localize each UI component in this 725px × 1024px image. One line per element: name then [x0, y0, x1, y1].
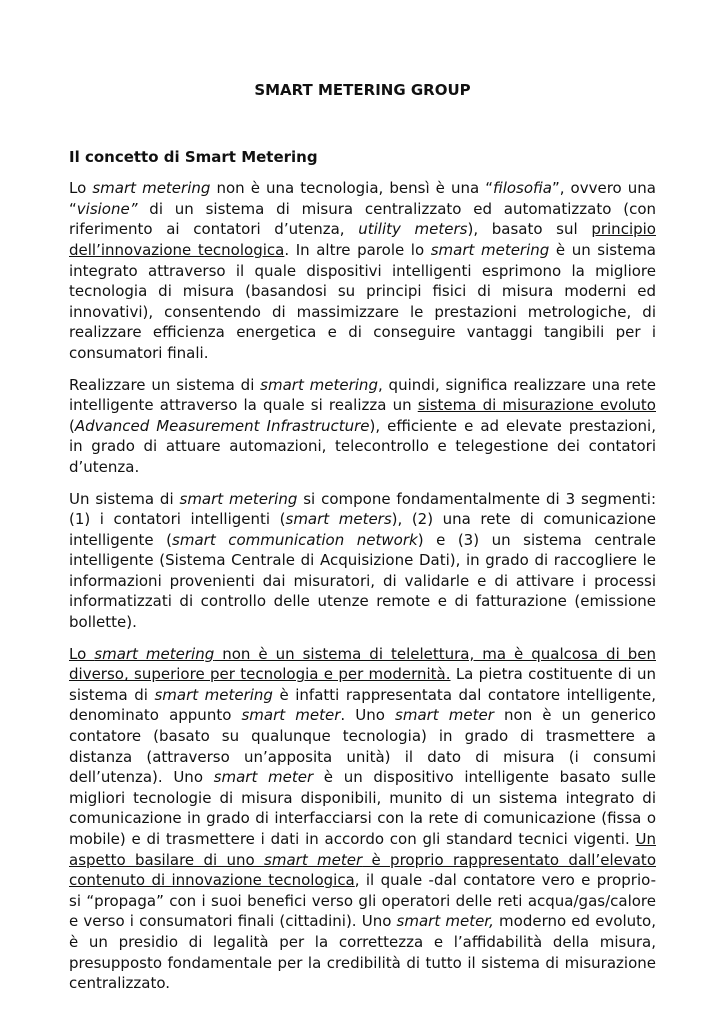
text-run: , quindi, significa realizzare una rete intelligente attraverso la quale si realizza un: [69, 375, 656, 415]
text-run: non è un sistema di telelettura, ma è qualcosa di ben diverso, superiore per tecnologia e per modernità.: [69, 644, 656, 684]
text-run: smart communication network: [172, 530, 418, 549]
text-run: utility meters: [358, 220, 468, 239]
text-run: . In altre parole lo: [284, 240, 431, 259]
paragraph-2: [69, 375, 656, 478]
text-run: smart metering: [430, 240, 550, 259]
text-run: smart meter: [264, 850, 363, 869]
text-run: smart meter: [213, 768, 314, 787]
text-run: ), (2) una rete di comunicazione intelligente (: [69, 510, 656, 549]
text-run: Realizzare un sistema di: [69, 375, 261, 394]
text-run: . Uno: [340, 706, 396, 725]
text-run: è un sistema integrato attraverso il quale dispositivi intelligenti esprimono la migliore tecnologia di misura (basandosi su principi fisici di misura moderni ed innovativi), consentendo di massimizzare le prestazioni metrologiche, di realizzare efficienza energetica e di conseguire vantaggi tangibili per i consumatori finali.: [69, 240, 656, 362]
text-run: smart meter,: [396, 912, 494, 931]
document-page: [69, 80, 656, 1005]
text-run: filosofia: [493, 179, 552, 198]
text-run: Un sistema di: [69, 489, 180, 508]
text-run: ”, ovvero una “: [69, 179, 656, 218]
text-run: è infatti rappresentata dal contatore intelligente, denominato appunto: [69, 685, 657, 725]
text-run: , il quale -dal contatore vero e proprio- si “propaga” con i suoi benefici verso gli operatori delle reti acqua/gas/calore e verso i consumatori finali (cittadini). Uno: [69, 871, 656, 931]
text-run: smart metering: [260, 375, 378, 394]
text-run: smart metering: [94, 644, 215, 663]
text-run: Un aspetto basilare di uno: [69, 830, 656, 869]
text-run: Lo: [69, 644, 95, 663]
section-heading: Il concetto di Smart Metering: [69, 147, 318, 166]
text-run: smart meter: [241, 706, 341, 725]
text-run: principio dell’innovazione tecnologica: [69, 220, 656, 259]
paragraph-3: [69, 489, 656, 633]
text-run: smart metering: [154, 685, 273, 704]
text-run: smart metering: [92, 179, 211, 198]
text-run: smart meter: [395, 706, 494, 725]
text-run: Lo: [69, 179, 93, 198]
text-run: non è una tecnologia, bensì è una “: [210, 179, 494, 198]
text-run: è un dispositivo intelligente basato sulle migliori tecnologie di misura disponibili, munito di un sistema integrato di comunicazione in grado di interfacciarsi con la rete di comunicazione (fissa o mobile) e di trasmettere i dati in accordo con gli standard tecnici vigenti.: [69, 768, 656, 848]
text-run: è proprio rappresentato dall’elevato contenuto di innovazione tecnologica: [69, 850, 656, 890]
text-run: visione”: [76, 199, 138, 218]
text-run: Advanced Measurement Infrastructure: [74, 416, 370, 435]
text-run: ), efficiente e ad elevate prestazioni, in grado di attuare automazioni, telecontrollo e telegestione dei contatori d’utenza.: [69, 416, 656, 476]
text-run: si compone fondamentalmente di 3 segmenti: (1) i contatori intelligenti (: [69, 489, 656, 529]
paragraph-4: [69, 644, 656, 994]
paragraph-1: [69, 178, 656, 363]
text-run: sistema di misurazione evoluto: [417, 396, 656, 415]
text-run: ), basato sul: [467, 220, 592, 239]
text-run: smart metering: [179, 489, 298, 508]
text-run: moderno ed evoluto, è un presidio di legalità per la correttezza e l’affidabilità della misura, presupposto fondamentale per la credibilità di tutto il sistema di misurazione centralizzato.: [69, 912, 656, 993]
document-title: SMART METERING GROUP: [254, 81, 471, 99]
text-run: smart meters: [285, 510, 392, 529]
text-run: non è un generico contatore (basato su qualunque tecnologia) in grado di trasmettere a distanza (attraverso un’apposita unità) il dato di misura (i consumi dell’utenza). Uno: [69, 706, 656, 787]
text-run: di un sistema di misura centralizzato ed automatizzato (con riferimento ai contatori d’utenza,: [69, 199, 656, 239]
text-run: ) e (3) un sistema centrale intelligente (Sistema Centrale di Acquisizione Dati), in grado di raccogliere le informazioni provenienti dai misuratori, di validarle e di attivare i processi informatizzati di controllo delle utenze remote e di fatturazione (emissione bollette).: [69, 530, 656, 632]
text-run: La pietra costituente di un sistema di: [69, 665, 656, 704]
text-run: (: [69, 416, 75, 435]
